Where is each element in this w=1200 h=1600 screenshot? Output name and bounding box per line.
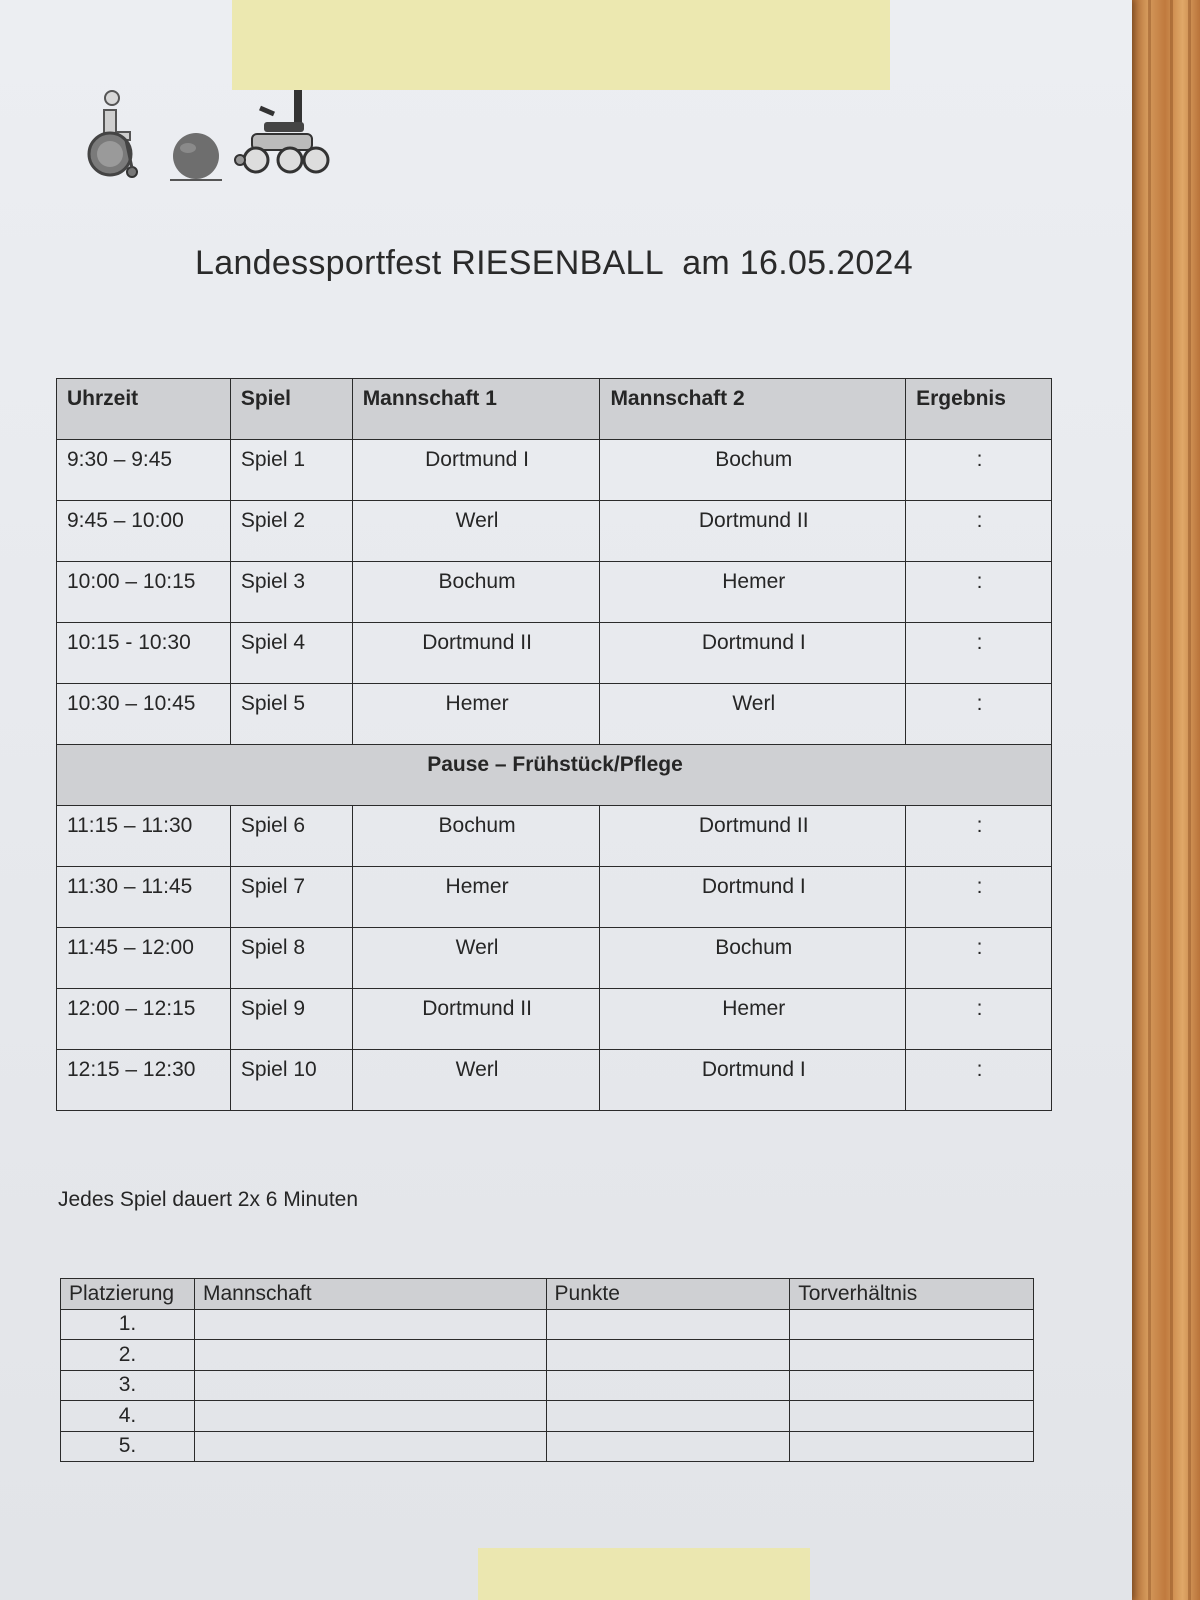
header-time: Uhrzeit bbox=[57, 379, 231, 440]
match-team2: Bochum bbox=[600, 928, 906, 989]
table-row bbox=[57, 1050, 1052, 1111]
placement-number: 4. bbox=[61, 1401, 195, 1432]
wheelchair-user-icon bbox=[86, 88, 142, 180]
match-game: Spiel 3 bbox=[230, 562, 352, 623]
placement-number: 3. bbox=[61, 1370, 195, 1401]
match-game: Spiel 5 bbox=[230, 684, 352, 745]
placement-number: 5. bbox=[61, 1431, 195, 1462]
ranking-table bbox=[60, 1278, 1034, 1462]
match-team2: Werl bbox=[600, 684, 906, 745]
table-row bbox=[57, 928, 1052, 989]
schedule-header-row bbox=[57, 379, 1052, 440]
table-row bbox=[61, 1431, 1034, 1462]
match-result: : bbox=[906, 989, 1052, 1050]
table-row bbox=[57, 623, 1052, 684]
match-game: Spiel 9 bbox=[230, 989, 352, 1050]
match-team1: Werl bbox=[352, 928, 600, 989]
points-cell bbox=[546, 1309, 790, 1340]
table-row bbox=[57, 867, 1052, 928]
match-result: : bbox=[906, 440, 1052, 501]
match-team2: Dortmund I bbox=[600, 1050, 906, 1111]
match-time: 10:15 - 10:30 bbox=[57, 623, 231, 684]
match-time: 9:30 – 9:45 bbox=[57, 440, 231, 501]
placement-number: 2. bbox=[61, 1340, 195, 1371]
header-team2: Mannschaft 2 bbox=[600, 379, 906, 440]
match-time: 11:30 – 11:45 bbox=[57, 867, 231, 928]
match-game: Spiel 7 bbox=[230, 867, 352, 928]
header-icons bbox=[86, 88, 346, 184]
goal-ratio-cell bbox=[790, 1340, 1034, 1371]
goal-ratio-cell bbox=[790, 1370, 1034, 1401]
table-row bbox=[61, 1309, 1034, 1340]
table-row bbox=[57, 501, 1052, 562]
duration-note: Jedes Spiel dauert 2x 6 Minuten bbox=[58, 1188, 359, 1211]
match-time: 12:00 – 12:15 bbox=[57, 989, 231, 1050]
header-goal-ratio: Torverhältnis bbox=[790, 1279, 1034, 1310]
match-team2: Hemer bbox=[600, 562, 906, 623]
points-cell bbox=[546, 1431, 790, 1462]
page-title: Landessportfest RIESENBALL am 16.05.2024 bbox=[195, 244, 913, 282]
header-points: Punkte bbox=[546, 1279, 790, 1310]
pause-label: Pause – Frühstück/Pflege bbox=[57, 745, 1052, 806]
match-team1: Dortmund II bbox=[352, 989, 600, 1050]
match-game: Spiel 1 bbox=[230, 440, 352, 501]
pause-row bbox=[57, 745, 1052, 806]
match-team1: Dortmund I bbox=[352, 440, 600, 501]
match-team1: Hemer bbox=[352, 867, 600, 928]
tape-bottom bbox=[478, 1548, 810, 1600]
match-game: Spiel 10 bbox=[230, 1050, 352, 1111]
match-team1: Werl bbox=[352, 501, 600, 562]
match-team2: Dortmund I bbox=[600, 623, 906, 684]
goal-ratio-cell bbox=[790, 1309, 1034, 1340]
table-row bbox=[61, 1370, 1034, 1401]
header-game: Spiel bbox=[230, 379, 352, 440]
goal-ratio-cell bbox=[790, 1431, 1034, 1462]
team-cell bbox=[194, 1401, 546, 1432]
points-cell bbox=[546, 1401, 790, 1432]
table-row bbox=[57, 806, 1052, 867]
goal-ratio-cell bbox=[790, 1401, 1034, 1432]
match-team2: Dortmund I bbox=[600, 867, 906, 928]
match-game: Spiel 2 bbox=[230, 501, 352, 562]
match-game: Spiel 6 bbox=[230, 806, 352, 867]
match-team2: Bochum bbox=[600, 440, 906, 501]
points-cell bbox=[546, 1340, 790, 1371]
match-time: 10:00 – 10:15 bbox=[57, 562, 231, 623]
match-result: : bbox=[906, 684, 1052, 745]
match-team1: Werl bbox=[352, 1050, 600, 1111]
match-game: Spiel 8 bbox=[230, 928, 352, 989]
match-result: : bbox=[906, 623, 1052, 684]
header-result: Ergebnis bbox=[906, 379, 1052, 440]
match-result: : bbox=[906, 562, 1052, 623]
match-result: : bbox=[906, 928, 1052, 989]
ball-icon bbox=[168, 132, 224, 182]
header-team: Mannschaft bbox=[194, 1279, 546, 1310]
match-schedule-table bbox=[56, 378, 1052, 1111]
table-row bbox=[57, 562, 1052, 623]
match-result: : bbox=[906, 806, 1052, 867]
match-game: Spiel 4 bbox=[230, 623, 352, 684]
match-time: 11:45 – 12:00 bbox=[57, 928, 231, 989]
match-result: : bbox=[906, 501, 1052, 562]
match-result: : bbox=[906, 1050, 1052, 1111]
points-cell bbox=[546, 1370, 790, 1401]
match-team1: Bochum bbox=[352, 806, 600, 867]
team-cell bbox=[194, 1370, 546, 1401]
match-result: : bbox=[906, 867, 1052, 928]
team-cell bbox=[194, 1431, 546, 1462]
match-team2: Dortmund II bbox=[600, 806, 906, 867]
table-row bbox=[61, 1340, 1034, 1371]
header-team1: Mannschaft 1 bbox=[352, 379, 600, 440]
match-time: 12:15 – 12:30 bbox=[57, 1050, 231, 1111]
ranking-header-row bbox=[61, 1279, 1034, 1310]
match-team2: Dortmund II bbox=[600, 501, 906, 562]
header-placement: Platzierung bbox=[61, 1279, 195, 1310]
placement-number: 1. bbox=[61, 1309, 195, 1340]
match-team1: Hemer bbox=[352, 684, 600, 745]
tape-top bbox=[232, 0, 890, 90]
match-team2: Hemer bbox=[600, 989, 906, 1050]
match-time: 9:45 – 10:00 bbox=[57, 501, 231, 562]
table-row bbox=[61, 1401, 1034, 1432]
table-row bbox=[57, 440, 1052, 501]
power-wheelchair-icon bbox=[234, 88, 330, 180]
match-time: 10:30 – 10:45 bbox=[57, 684, 231, 745]
match-team1: Bochum bbox=[352, 562, 600, 623]
wooden-board bbox=[1130, 0, 1200, 1600]
match-time: 11:15 – 11:30 bbox=[57, 806, 231, 867]
table-row bbox=[57, 989, 1052, 1050]
team-cell bbox=[194, 1309, 546, 1340]
table-row bbox=[57, 684, 1052, 745]
team-cell bbox=[194, 1340, 546, 1371]
match-team1: Dortmund II bbox=[352, 623, 600, 684]
